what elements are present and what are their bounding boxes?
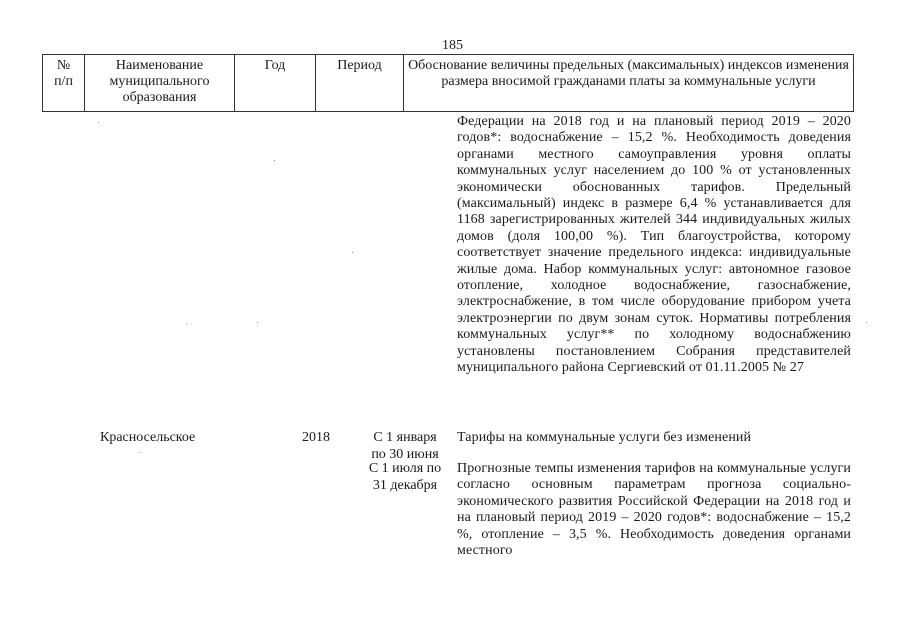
header-municipality-col: Наименование муниципального образования — [84, 55, 234, 111]
scan-speck — [186, 324, 187, 325]
basis-second-half: Прогнозные темпы изменения тарифов на коммунальные услуги согласно основным параметрам прогноза социально-экономического развития Российской Федерации на 2018 год и на плановый период 2019 – 2020 годов*: водоснабжение – 15,2 %, отопление – 3,5 %. Необходимость доведения органами местного — [457, 461, 851, 559]
header-number-col: № п/п — [54, 58, 73, 89]
scan-speck — [98, 122, 99, 123]
continued-basis-text: Федерации на 2018 год и на плановый период 2019 – 2020 годов*: водоснабжение – 15,2 %. Необходимость доведения органами местного самоуправления уровня оплаты коммунальных услуг населением до 100 % от установленных экономически обоснованных тарифов. Предельный (максимальный) индекс в размере 6,4 % устанавливается для 1168 зарегистрированных жителей 344 индивидуальных жилых домов (доля 100,00 %). Тип благоустройства, которому соответствует значение предельного индекса: индивидуальные жилые дома. Набор коммунальных услуг: автономное газовое отопление, холодное водоснабжение, газоснабжение, электроснабжение, в том числе оборудование прибором учета электроэнергии по двум зонам суток. Нормативы потребления коммунальных услуг** по холодному водоснабжению установлены постановлением Собрания представителей муниципального района Сергиевский от 01.11.2005 № 27 — [457, 114, 851, 376]
scan-speck — [866, 322, 867, 323]
page-number: 185 — [442, 38, 463, 53]
row-year: 2018 — [302, 430, 330, 445]
header-period-col: Период — [315, 55, 403, 111]
header-basis-col: Обоснование величины предельных (максимальных) индексов изменения размера вносимой гражданами платы за коммунальные услуги — [403, 55, 853, 111]
scan-speck — [352, 252, 353, 253]
period-first-half: С 1 января по 30 июня — [371, 430, 439, 462]
scan-speck — [257, 322, 258, 323]
header-year-col: Год — [234, 55, 315, 111]
municipality-name: Красносельское — [100, 430, 196, 445]
basis-first-half: Тарифы на коммунальные услуги без изменений — [457, 430, 752, 445]
table-header — [42, 54, 854, 112]
scan-speck — [140, 452, 141, 453]
period-second-half: С 1 июля по 31 декабря — [368, 461, 442, 493]
scan-speck — [274, 160, 275, 161]
